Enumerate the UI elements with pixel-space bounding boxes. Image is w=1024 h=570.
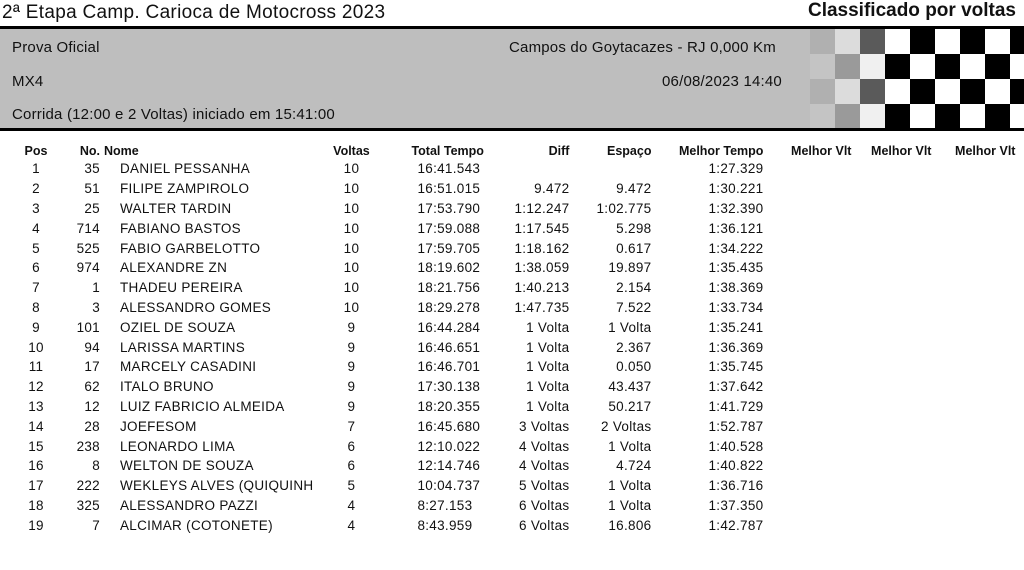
cell-melhor-vlt-1 <box>763 377 851 397</box>
col-header-espaco: Espaço <box>606 143 652 158</box>
cell-diff: 1 Volta <box>526 319 570 335</box>
table-row <box>0 337 1015 357</box>
cell-espaco: 1 Volta <box>608 319 652 335</box>
cell-voltas: 7 <box>347 418 356 434</box>
flag-square <box>935 79 960 104</box>
cell-voltas: 10 <box>343 280 360 296</box>
cell-melhor-vlt-1 <box>763 397 851 417</box>
cell-espaco: 7.522 <box>616 299 652 315</box>
cell-total-tempo: 8:27.153 <box>417 497 473 513</box>
flag-square <box>935 104 960 128</box>
flag-square <box>885 54 910 79</box>
cell-nome: ALESSANDRO GOMES <box>120 299 272 315</box>
cell-no: 3 <box>92 299 100 315</box>
cell-espaco: 2.367 <box>616 339 652 355</box>
cell-espaco: 1 Volta <box>608 438 652 454</box>
flag-square <box>910 54 935 79</box>
cell-diff: 3 Voltas <box>519 418 570 434</box>
cell-melhor-tempo: 1:35.435 <box>708 260 764 276</box>
cell-espaco: 0.617 <box>616 240 652 256</box>
cell-no: 62 <box>84 379 100 395</box>
cell-voltas: 4 <box>347 497 356 513</box>
cell-melhor-vlt-3 <box>931 298 1015 318</box>
flag-square <box>885 104 910 128</box>
cell-melhor-vlt-3 <box>931 496 1015 516</box>
cell-melhor-tempo: 1:42.787 <box>708 517 764 533</box>
cell-diff: 1 Volta <box>526 379 570 395</box>
cell-espaco: 16.806 <box>608 517 652 533</box>
cell-melhor-vlt-1 <box>763 179 851 199</box>
cell-total-tempo: 17:53.790 <box>417 200 481 216</box>
flag-square <box>860 79 885 104</box>
cell-total-tempo: 12:10.022 <box>417 438 481 454</box>
header-divider <box>0 128 1024 131</box>
cell-voltas: 10 <box>343 200 360 216</box>
cell-nome: OZIEL DE SOUZA <box>120 319 236 335</box>
cell-diff: 1 Volta <box>526 339 570 355</box>
cell-voltas: 5 <box>347 478 356 494</box>
table-row <box>0 317 1015 337</box>
cell-diff: 1:17.545 <box>514 220 570 236</box>
cell-no: 12 <box>84 398 100 414</box>
cell-melhor-vlt-2 <box>851 278 931 298</box>
cell-nome: JOEFESOM <box>120 418 197 434</box>
cell-espaco: 1:02.775 <box>596 200 652 216</box>
cell-no: 222 <box>76 478 100 494</box>
flag-square <box>985 104 1010 128</box>
flag-square <box>935 54 960 79</box>
cell-voltas: 10 <box>343 260 360 276</box>
cell-no: 101 <box>76 319 100 335</box>
cell-pos: 1 <box>32 161 40 177</box>
cell-espaco: 43.437 <box>608 379 652 395</box>
cell-pos: 2 <box>32 181 40 197</box>
cell-melhor-vlt-1 <box>763 456 851 476</box>
col-header-melhor-tempo: Melhor Tempo <box>678 143 764 158</box>
cell-melhor-vlt-1 <box>763 515 851 535</box>
cell-melhor-tempo: 1:52.787 <box>708 418 764 434</box>
flag-square <box>835 29 860 54</box>
cell-melhor-vlt-2 <box>851 238 931 258</box>
flag-square <box>960 79 985 104</box>
location-text: Campos do Goytacazes - RJ 0,000 Km <box>509 39 776 56</box>
cell-melhor-vlt-2 <box>851 258 931 278</box>
flag-square <box>1010 29 1024 54</box>
date-time: 06/08/2023 14:40 <box>662 73 782 90</box>
cell-melhor-vlt-3 <box>931 397 1015 417</box>
cell-melhor-vlt-3 <box>931 515 1015 535</box>
cell-melhor-vlt-3 <box>931 179 1015 199</box>
flag-square <box>960 104 985 128</box>
checkered-flag-icon <box>810 29 1024 128</box>
flag-square <box>1010 54 1024 79</box>
cell-diff: 5 Voltas <box>519 478 570 494</box>
flag-square <box>810 79 835 104</box>
col-header-nome: Nome <box>104 143 139 158</box>
cell-espaco <box>569 159 651 179</box>
cell-melhor-vlt-1 <box>763 218 851 238</box>
report-type-title: Classificado por voltas <box>807 0 1016 21</box>
cell-nome: ITALO BRUNO <box>120 379 214 395</box>
cell-total-tempo: 16:45.680 <box>417 418 481 434</box>
cell-melhor-vlt-2 <box>851 357 931 377</box>
cell-total-tempo: 18:21.756 <box>417 280 481 296</box>
cell-pos: 8 <box>32 299 40 315</box>
flag-square <box>860 54 885 79</box>
cell-espaco: 1 Volta <box>608 478 652 494</box>
flag-square <box>835 54 860 79</box>
cell-total-tempo: 18:20.355 <box>417 398 481 414</box>
cell-total-tempo: 17:59.088 <box>417 220 481 236</box>
cell-voltas: 9 <box>347 398 356 414</box>
flag-square <box>910 104 935 128</box>
cell-voltas: 4 <box>347 517 356 533</box>
cell-espaco: 2 Voltas <box>601 418 652 434</box>
col-header-pos: Pos <box>24 143 48 158</box>
table-row <box>0 278 1015 298</box>
cell-pos: 9 <box>32 319 40 335</box>
cell-no: 17 <box>84 359 100 375</box>
cell-diff: 1:38.059 <box>514 260 570 276</box>
flag-square <box>810 54 835 79</box>
cell-melhor-vlt-3 <box>931 436 1015 456</box>
cell-melhor-vlt-1 <box>763 278 851 298</box>
cell-pos: 15 <box>28 438 44 454</box>
cell-diff: 1 Volta <box>526 359 570 375</box>
flag-square <box>985 54 1010 79</box>
flag-square <box>835 79 860 104</box>
cell-no: 525 <box>76 240 100 256</box>
cell-diff: 6 Voltas <box>519 517 570 533</box>
cell-melhor-vlt-3 <box>931 159 1015 179</box>
cell-melhor-tempo: 1:30.221 <box>708 181 764 197</box>
cell-melhor-vlt-2 <box>851 456 931 476</box>
flag-square <box>885 29 910 54</box>
cell-diff: 1 Volta <box>526 398 570 414</box>
cell-no: 51 <box>84 181 100 197</box>
cell-voltas: 6 <box>347 458 356 474</box>
cell-melhor-vlt-1 <box>763 337 851 357</box>
cell-espaco: 0.050 <box>616 359 652 375</box>
flag-square <box>910 79 935 104</box>
cell-voltas: 10 <box>343 161 360 177</box>
cell-melhor-vlt-3 <box>931 476 1015 496</box>
table-row <box>0 436 1015 456</box>
cell-melhor-tempo: 1:40.822 <box>708 458 764 474</box>
cell-melhor-vlt-1 <box>763 436 851 456</box>
col-header-total-tempo: Total Tempo <box>411 143 484 158</box>
cell-melhor-vlt-2 <box>851 397 931 417</box>
cell-nome: ALCIMAR (COTONETE) <box>120 517 273 533</box>
cell-no: 7 <box>92 517 100 533</box>
cell-melhor-tempo: 1:34.222 <box>708 240 764 256</box>
flag-square <box>1010 79 1024 104</box>
cell-pos: 7 <box>32 280 40 296</box>
flag-square <box>810 29 835 54</box>
cell-diff <box>497 159 569 179</box>
cell-espaco: 4.724 <box>616 458 652 474</box>
cell-melhor-vlt-1 <box>763 317 851 337</box>
cell-diff: 6 Voltas <box>519 497 570 513</box>
table-row <box>0 456 1015 476</box>
cell-melhor-vlt-3 <box>931 377 1015 397</box>
cell-pos: 6 <box>32 260 40 276</box>
cell-voltas: 6 <box>347 438 356 454</box>
cell-nome: WALTER TARDIN <box>120 200 232 216</box>
event-title: 2ª Etapa Camp. Carioca de Motocross 2023 <box>2 2 386 23</box>
cell-pos: 5 <box>32 240 40 256</box>
cell-melhor-vlt-2 <box>851 496 931 516</box>
cell-melhor-vlt-1 <box>763 357 851 377</box>
cell-nome: DANIEL PESSANHA <box>120 161 251 177</box>
cell-nome: ALEXANDRE ZN <box>120 260 228 276</box>
flag-square <box>985 79 1010 104</box>
cell-melhor-vlt-2 <box>851 436 931 456</box>
cell-melhor-tempo: 1:32.390 <box>708 200 764 216</box>
cell-espaco: 2.154 <box>616 280 652 296</box>
cell-no: 35 <box>84 161 100 177</box>
cell-total-tempo: 16:41.543 <box>417 161 481 177</box>
cell-diff: 1:47.735 <box>514 299 570 315</box>
cell-nome: MARCELY CASADINI <box>120 359 257 375</box>
cell-melhor-tempo: 1:37.350 <box>708 497 764 513</box>
table-header-row <box>0 142 1015 159</box>
cell-melhor-tempo: 1:40.528 <box>708 438 764 454</box>
flag-square <box>885 79 910 104</box>
cell-pos: 4 <box>32 220 40 236</box>
cell-melhor-vlt-1 <box>763 298 851 318</box>
flag-square <box>960 29 985 54</box>
cell-melhor-vlt-1 <box>763 199 851 219</box>
cell-diff: 4 Voltas <box>519 438 570 454</box>
flag-square <box>935 29 960 54</box>
cell-voltas: 9 <box>347 319 356 335</box>
table-row <box>0 159 1015 179</box>
cell-espaco: 50.217 <box>608 398 652 414</box>
cell-no: 714 <box>76 220 100 236</box>
cell-melhor-tempo: 1:36.121 <box>708 220 764 236</box>
cell-pos: 17 <box>28 478 44 494</box>
cell-espaco: 9.472 <box>616 181 652 197</box>
cell-melhor-tempo: 1:27.329 <box>708 161 764 177</box>
cell-melhor-vlt-2 <box>851 377 931 397</box>
cell-melhor-vlt-2 <box>851 476 931 496</box>
cell-no: 8 <box>92 458 100 474</box>
flag-square <box>810 104 835 128</box>
cell-pos: 14 <box>28 418 44 434</box>
race-info: Corrida (12:00 e 2 Voltas) iniciado em 15:41:00 <box>12 106 335 123</box>
table-row <box>0 515 1015 535</box>
cell-melhor-vlt-2 <box>851 298 931 318</box>
cell-melhor-vlt-1 <box>763 496 851 516</box>
cell-melhor-vlt-3 <box>931 357 1015 377</box>
cell-melhor-vlt-2 <box>851 179 931 199</box>
flag-square <box>960 54 985 79</box>
table-row <box>0 218 1015 238</box>
table-row <box>0 416 1015 436</box>
cell-nome: FILIPE ZAMPIROLO <box>120 181 250 197</box>
cell-melhor-tempo: 1:36.716 <box>708 478 764 494</box>
cell-diff: 1:40.213 <box>514 280 570 296</box>
cell-melhor-tempo: 1:36.369 <box>708 339 764 355</box>
col-header-melhor-vlt-1: Melhor Vlt <box>791 143 852 158</box>
flag-square <box>860 104 885 128</box>
cell-melhor-tempo: 1:37.642 <box>708 379 764 395</box>
flag-square <box>1010 104 1024 128</box>
cell-voltas: 10 <box>343 240 360 256</box>
table-row <box>0 496 1015 516</box>
flag-square <box>835 104 860 128</box>
cell-no: 25 <box>84 200 100 216</box>
cell-voltas: 10 <box>343 220 360 236</box>
table-row <box>0 298 1015 318</box>
cell-melhor-vlt-3 <box>931 199 1015 219</box>
table-row <box>0 238 1015 258</box>
cell-diff: 4 Voltas <box>519 458 570 474</box>
cell-no: 974 <box>76 260 100 276</box>
cell-melhor-vlt-3 <box>931 238 1015 258</box>
col-header-diff: Diff <box>548 143 570 158</box>
cell-melhor-vlt-2 <box>851 337 931 357</box>
category-name: MX4 <box>12 73 44 90</box>
col-header-melhor-vlt-3: Melhor Vlt <box>955 143 1016 158</box>
cell-pos: 10 <box>28 339 44 355</box>
cell-nome: WEKLEYS ALVES (QUIQUINH <box>120 478 314 494</box>
flag-square <box>985 29 1010 54</box>
cell-pos: 13 <box>28 398 44 414</box>
cell-total-tempo: 18:29.278 <box>417 299 481 315</box>
cell-melhor-vlt-3 <box>931 278 1015 298</box>
cell-total-tempo: 10:04.737 <box>417 478 481 494</box>
cell-no: 28 <box>84 418 100 434</box>
flag-square <box>910 29 935 54</box>
cell-pos: 12 <box>28 379 44 395</box>
cell-melhor-vlt-1 <box>763 416 851 436</box>
cell-melhor-vlt-3 <box>931 337 1015 357</box>
cell-melhor-vlt-2 <box>851 416 931 436</box>
cell-total-tempo: 12:14.746 <box>417 458 481 474</box>
cell-melhor-tempo: 1:35.241 <box>708 319 764 335</box>
session-name: Prova Oficial <box>12 39 100 56</box>
cell-melhor-vlt-1 <box>763 258 851 278</box>
cell-melhor-vlt-1 <box>763 159 851 179</box>
cell-pos: 16 <box>28 458 44 474</box>
cell-no: 325 <box>76 497 100 513</box>
cell-espaco: 19.897 <box>608 260 652 276</box>
cell-melhor-vlt-2 <box>851 317 931 337</box>
cell-no: 1 <box>92 280 100 296</box>
cell-pos: 11 <box>28 359 44 375</box>
cell-total-tempo: 17:59.705 <box>417 240 481 256</box>
cell-nome: ALESSANDRO PAZZI <box>120 497 259 513</box>
cell-melhor-tempo: 1:33.734 <box>708 299 764 315</box>
table-row <box>0 179 1015 199</box>
cell-voltas: 9 <box>347 339 356 355</box>
cell-melhor-vlt-2 <box>851 199 931 219</box>
cell-nome: THADEU PEREIRA <box>120 280 243 296</box>
cell-voltas: 9 <box>347 379 356 395</box>
flag-square <box>860 29 885 54</box>
cell-voltas: 9 <box>347 359 356 375</box>
table-row <box>0 199 1015 219</box>
cell-espaco: 5.298 <box>616 220 652 236</box>
table-row <box>0 258 1015 278</box>
cell-total-tempo: 18:19.602 <box>417 260 481 276</box>
cell-voltas: 10 <box>343 181 360 197</box>
cell-espaco: 1 Volta <box>608 497 652 513</box>
cell-nome: LARISSA MARTINS <box>120 339 246 355</box>
cell-melhor-vlt-1 <box>763 476 851 496</box>
cell-diff: 1:12.247 <box>514 200 570 216</box>
cell-pos: 18 <box>28 497 44 513</box>
cell-melhor-vlt-3 <box>931 218 1015 238</box>
cell-total-tempo: 8:43.959 <box>417 517 473 533</box>
table-row <box>0 476 1015 496</box>
cell-melhor-tempo: 1:35.745 <box>708 359 764 375</box>
cell-nome: LUIZ FABRICIO ALMEIDA <box>120 398 285 414</box>
cell-melhor-vlt-3 <box>931 416 1015 436</box>
cell-total-tempo: 16:46.651 <box>417 339 481 355</box>
cell-melhor-tempo: 1:41.729 <box>708 398 764 414</box>
cell-diff: 1:18.162 <box>514 240 570 256</box>
cell-total-tempo: 16:44.284 <box>417 319 481 335</box>
cell-total-tempo: 17:30.138 <box>417 379 481 395</box>
cell-melhor-tempo: 1:38.369 <box>708 280 764 296</box>
col-header-melhor-vlt-2: Melhor Vlt <box>871 143 932 158</box>
cell-pos: 3 <box>32 200 40 216</box>
cell-melhor-vlt-3 <box>931 317 1015 337</box>
cell-nome: FABIO GARBELOTTO <box>120 240 261 256</box>
results-table <box>0 142 1015 535</box>
cell-nome: LEONARDO LIMA <box>120 438 235 454</box>
cell-melhor-vlt-2 <box>851 515 931 535</box>
cell-total-tempo: 16:46.701 <box>417 359 481 375</box>
col-header-no: No. <box>79 143 100 158</box>
table-row <box>0 397 1015 417</box>
cell-nome: WELTON DE SOUZA <box>120 458 254 474</box>
cell-melhor-vlt-1 <box>763 238 851 258</box>
cell-voltas: 10 <box>343 299 360 315</box>
table-row <box>0 377 1015 397</box>
cell-melhor-vlt-2 <box>851 218 931 238</box>
cell-pos: 19 <box>28 517 44 533</box>
cell-nome: FABIANO BASTOS <box>120 220 241 236</box>
cell-total-tempo: 16:51.015 <box>417 181 481 197</box>
cell-no: 94 <box>84 339 100 355</box>
cell-melhor-vlt-3 <box>931 456 1015 476</box>
col-header-voltas: Voltas <box>333 143 370 158</box>
cell-melhor-vlt-2 <box>851 159 931 179</box>
cell-melhor-vlt-3 <box>931 258 1015 278</box>
cell-diff: 9.472 <box>534 181 570 197</box>
table-row <box>0 357 1015 377</box>
cell-no: 238 <box>76 438 100 454</box>
